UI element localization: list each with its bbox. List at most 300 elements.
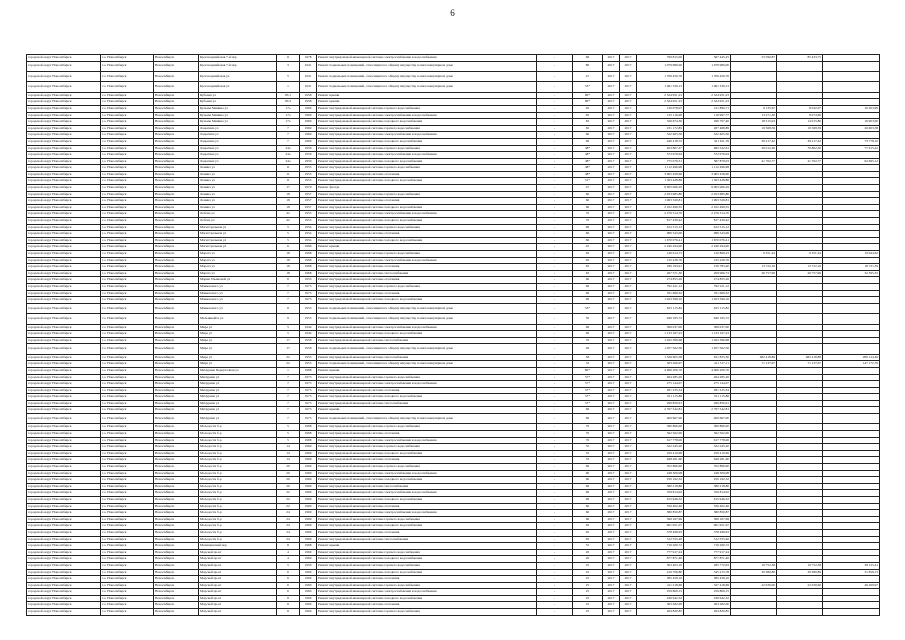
table-cell: Кузьмы Минина ул xyxy=(199,105,277,112)
table-cell xyxy=(777,277,823,284)
table-cell xyxy=(731,374,777,381)
table-cell: 1 363 428,86 xyxy=(637,178,684,185)
table-cell: 57* xyxy=(573,400,603,407)
table-cell: г.о. Новосибирск xyxy=(101,324,154,331)
table-cell: 2017 xyxy=(603,609,620,616)
table-cell xyxy=(823,589,880,596)
table-cell: Мира ул xyxy=(199,361,277,368)
table-cell: 42 xyxy=(277,218,300,225)
table-cell: 18 xyxy=(277,257,300,264)
table-row xyxy=(27,337,880,344)
table-cell: 9 351,24 xyxy=(731,251,777,258)
table-cell xyxy=(777,331,823,338)
table-cell: 1954 xyxy=(300,231,317,238)
table-cell: городской округ Новосибирск xyxy=(27,503,101,510)
table-cell: - xyxy=(537,198,573,205)
table-cell: 380 218,80 xyxy=(684,483,731,490)
table-cell: Морской пр-кт xyxy=(199,556,277,563)
table-cell: - xyxy=(537,218,573,225)
table-cell: Ленина ул xyxy=(199,191,277,198)
table-cell xyxy=(777,490,823,497)
table-cell: 20 xyxy=(277,477,300,484)
table-cell: городской округ Новосибирск xyxy=(27,138,101,145)
table-cell xyxy=(731,152,777,159)
table-cell xyxy=(777,609,823,616)
table-cell xyxy=(731,431,777,438)
table-cell xyxy=(777,483,823,490)
table-cell: 572 979,04 xyxy=(637,152,684,159)
table-cell xyxy=(823,424,880,431)
table-cell: 11 xyxy=(277,178,300,185)
table-cell xyxy=(777,92,823,99)
table-cell: городской округ Новосибирск xyxy=(27,367,101,374)
table-cell: 1 061 339,13 xyxy=(684,82,731,92)
table-cell: Магистральная ул xyxy=(199,231,277,238)
table-cell: Ремонт внутридомовой инженерной системы теплоснабжения xyxy=(317,400,537,407)
table-cell: 70 xyxy=(573,431,603,438)
table-cell: 1953 xyxy=(300,303,317,313)
table-cell: 1 112 496,98 xyxy=(684,165,731,172)
table-cell xyxy=(731,314,777,324)
table-cell: 1955 xyxy=(300,361,317,368)
table-cell: г.о. Новосибирск xyxy=(101,477,154,484)
table-cell: Новосибирск xyxy=(154,158,199,165)
table-cell: 256 410,96 xyxy=(637,450,684,457)
table-cell: г.о. Новосибирск xyxy=(101,244,154,251)
table-cell: - xyxy=(537,582,573,589)
table-cell: г.о. Новосибирск xyxy=(101,277,154,284)
table-cell: Морской пр-кт xyxy=(199,595,277,602)
table-cell: Новосибирск xyxy=(154,112,199,119)
table-cell: 482 418,89 xyxy=(777,354,823,361)
table-cell: 60 xyxy=(573,191,603,198)
table-cell: 1944 xyxy=(300,324,317,331)
table-cell: 4 966 206,76 xyxy=(684,367,731,374)
table-cell: Новосибирск xyxy=(154,251,199,258)
table-cell: 1969 xyxy=(300,444,317,451)
table-cell: 2017 xyxy=(603,257,620,264)
table-cell: 2017 xyxy=(603,549,620,556)
table-cell xyxy=(731,543,777,550)
table-cell xyxy=(823,595,880,602)
table-cell: Новосибирск xyxy=(154,437,199,444)
table-cell: Молодости б-р xyxy=(199,450,277,457)
table-cell: 18 731,39 xyxy=(823,264,880,271)
table-cell: Новосибирск xyxy=(154,549,199,556)
table-cell: 2017 xyxy=(620,277,637,284)
table-cell: 2017 xyxy=(603,464,620,471)
table-row xyxy=(27,602,880,609)
table-cell xyxy=(731,283,777,290)
table-cell: Ремонт внутридомовой инженерной системы горячего водоснабжения xyxy=(317,374,537,381)
table-cell xyxy=(777,543,823,550)
table-cell: г.о. Новосибирск xyxy=(101,344,154,354)
table-cell: 2017 xyxy=(603,424,620,431)
table-cell xyxy=(731,381,777,388)
table-cell: г.о. Новосибирск xyxy=(101,562,154,569)
table-cell: Ремонт внутридомовой инженерной системы холодного водоснабжения xyxy=(317,523,537,530)
table-cell xyxy=(823,303,880,313)
table-cell: 2017 xyxy=(620,549,637,556)
table-cell: Ремонт внутридомовой инженерной системы холодного водоснабжения xyxy=(317,204,537,211)
table-cell xyxy=(731,367,777,374)
table-cell xyxy=(777,61,823,71)
table-cell: 248 309,08 xyxy=(684,470,731,477)
table-cell: 7 xyxy=(277,283,300,290)
table-cell: Ремонт внутридомовой инженерной системы отопления xyxy=(317,431,537,438)
table-cell: Мичурина ул xyxy=(199,394,277,401)
table-cell: Мичурина Переулочная ул xyxy=(199,367,277,374)
table-cell: г.о. Новосибирск xyxy=(101,529,154,536)
table-cell xyxy=(777,503,823,510)
table-cell: Ладыгина ул xyxy=(199,158,277,165)
table-cell xyxy=(777,367,823,374)
table-cell: 2017 xyxy=(603,331,620,338)
table-row xyxy=(27,543,880,550)
table-cell: городской округ Новосибирск xyxy=(27,132,101,139)
table-cell: городской округ Новосибирск xyxy=(27,251,101,258)
table-cell: 274 855,26 xyxy=(637,277,684,284)
table-cell: 80* xyxy=(573,99,603,106)
table-cell: 274 855,26 xyxy=(684,277,731,284)
table-row xyxy=(27,55,880,62)
table-cell: 2017 xyxy=(620,354,637,361)
table-cell: Новосибирск xyxy=(154,609,199,616)
table-cell: 275 144,07 xyxy=(637,381,684,388)
table-cell: - xyxy=(537,464,573,471)
table-cell: 1969 xyxy=(300,483,317,490)
table-cell xyxy=(777,437,823,444)
table-cell: 14 xyxy=(277,457,300,464)
table-row xyxy=(27,165,880,172)
table-cell: 1960 xyxy=(300,138,317,145)
table-cell: 19 568,59 xyxy=(731,125,777,132)
table-cell: городской округ Новосибирск xyxy=(27,394,101,401)
table-cell: - xyxy=(537,152,573,159)
table-cell: 792 221,12 xyxy=(684,283,731,290)
table-row xyxy=(27,82,880,92)
table-cell: 60 xyxy=(573,138,603,145)
table-cell: Ремонт внутридомовой инженерной системы электроснабжения и водоснабжения xyxy=(317,132,537,139)
table-cell xyxy=(777,244,823,251)
table-row xyxy=(27,562,880,569)
table-cell: 60 xyxy=(573,510,603,517)
table-cell: 2 797 542,81 xyxy=(684,407,731,414)
table-cell: 2017 xyxy=(603,105,620,112)
table-cell: 2017 xyxy=(603,483,620,490)
table-cell: г.о. Новосибирск xyxy=(101,204,154,211)
table-cell: Новосибирск xyxy=(154,381,199,388)
table-cell: 11 xyxy=(277,171,300,178)
table-cell: Новосибирск xyxy=(154,464,199,471)
table-cell xyxy=(731,218,777,225)
table-cell xyxy=(777,414,823,424)
table-cell: - xyxy=(537,283,573,290)
table-row xyxy=(27,264,880,271)
table-cell: - xyxy=(537,387,573,394)
table-cell xyxy=(777,374,823,381)
table-cell: г.о. Новосибирск xyxy=(101,145,154,152)
table-cell: 9 005 066,29 xyxy=(637,185,684,192)
table-cell xyxy=(777,152,823,159)
table-cell: 817 439,42 xyxy=(637,218,684,225)
table-cell: городской округ Новосибирск xyxy=(27,582,101,589)
table-cell: г.о. Новосибирск xyxy=(101,257,154,264)
table-row xyxy=(27,231,880,238)
table-cell: городской округ Новосибирск xyxy=(27,407,101,414)
table-cell xyxy=(823,536,880,543)
table-cell: г.о. Новосибирск xyxy=(101,381,154,388)
table-cell: 1958 xyxy=(300,337,317,344)
table-cell: 1969 xyxy=(300,457,317,464)
table-cell: 39 217,42 xyxy=(777,138,823,145)
table-cell: 250 192,32 xyxy=(637,477,684,484)
table-cell: Ладыгина ул xyxy=(199,145,277,152)
table-cell: Ремонт внутридомовой инженерной системы отопления xyxy=(317,171,537,178)
table-cell: 5 xyxy=(277,562,300,569)
table-cell: - xyxy=(537,400,573,407)
table-cell xyxy=(777,303,823,313)
table-row xyxy=(27,536,880,543)
table-cell: Марата ул xyxy=(199,257,277,264)
table-cell: 2017 xyxy=(620,251,637,258)
table-cell xyxy=(731,82,777,92)
table-cell: 2017 xyxy=(620,283,637,290)
table-cell: городской округ Новосибирск xyxy=(27,496,101,503)
table-cell xyxy=(823,112,880,119)
table-cell: 26 012,26 xyxy=(731,145,777,152)
table-cell: 275 144,07 xyxy=(684,381,731,388)
table-cell: 70 xyxy=(573,218,603,225)
table-cell: городской округ Новосибирск xyxy=(27,158,101,165)
table-cell xyxy=(731,99,777,106)
table-cell: Лобова ул xyxy=(199,211,277,218)
table-cell: 1 061 339,13 xyxy=(637,82,684,92)
table-cell: г.о. Новосибирск xyxy=(101,218,154,225)
table-cell: 48* xyxy=(573,145,603,152)
table-cell xyxy=(777,178,823,185)
table-cell: 60 xyxy=(573,503,603,510)
table-cell: 1969 xyxy=(300,529,317,536)
table-cell: 359 814,02 xyxy=(637,490,684,497)
table-cell: 20 xyxy=(573,556,603,563)
table-cell xyxy=(823,367,880,374)
table-cell xyxy=(823,437,880,444)
table-cell: 145 226,76 xyxy=(684,257,731,264)
table-cell xyxy=(777,424,823,431)
table-cell xyxy=(823,331,880,338)
table-cell: Ремонт внутридомовой инженерной системы теплоснабжения xyxy=(317,337,537,344)
table-cell: Молодости б-р xyxy=(199,437,277,444)
table-cell: Морской пр-кт xyxy=(199,582,277,589)
table-cell: Новосибирск xyxy=(154,71,199,81)
table-cell: - xyxy=(537,490,573,497)
table-cell: Новосибирск xyxy=(154,536,199,543)
table-cell: Новосибирск xyxy=(154,510,199,517)
table-cell xyxy=(731,387,777,394)
table-cell: Ремонт внутридомовой инженерной системы горячего водоснабжения xyxy=(317,105,537,112)
table-cell: Молодости б-р xyxy=(199,510,277,517)
table-cell: г.о. Новосибирск xyxy=(101,82,154,92)
table-cell xyxy=(777,237,823,244)
table-cell: Ремонт внутридомовой инженерной системы отопления xyxy=(317,277,537,284)
table-cell: Ремонт внутридомовой инженерной системы отопления xyxy=(317,576,537,583)
table-cell: Ремонт подвальных помещений, относящихся к общему имуществу в многоквартирном доме xyxy=(317,303,537,313)
table-cell: - xyxy=(537,569,573,576)
table-cell: 60 xyxy=(573,331,603,338)
table-cell: 1954 xyxy=(300,237,317,244)
table-cell: 2017 xyxy=(603,589,620,596)
table-cell: 47 xyxy=(573,185,603,192)
table-cell: 25 xyxy=(573,569,603,576)
table-cell: Молодости б-р xyxy=(199,470,277,477)
table-cell: 2017 xyxy=(620,490,637,497)
table-cell: 60 xyxy=(573,55,603,62)
table-cell: 1955 xyxy=(300,178,317,185)
table-cell: городской округ Новосибирск xyxy=(27,516,101,523)
table-cell: 1969 xyxy=(300,464,317,471)
table-cell: 2017 xyxy=(620,165,637,172)
table-cell: 2 524 951,23 xyxy=(637,92,684,99)
table-cell: городской округ Новосибирск xyxy=(27,450,101,457)
table-cell: Новосибирск xyxy=(154,374,199,381)
table-cell: - xyxy=(537,270,573,277)
table-cell: 264 285,26 xyxy=(637,374,684,381)
table-cell xyxy=(823,400,880,407)
table-cell: 70 xyxy=(573,437,603,444)
table-cell xyxy=(731,556,777,563)
table-cell: 2017 xyxy=(620,204,637,211)
table-cell: 2017 xyxy=(620,529,637,536)
table-cell: г.о. Новосибирск xyxy=(101,132,154,139)
table-cell: 209 966,73 xyxy=(684,270,731,277)
table-cell: 2017 xyxy=(603,270,620,277)
table-cell: 378 498,63 xyxy=(637,529,684,536)
table-cell: г.о. Новосибирск xyxy=(101,609,154,616)
table-cell: Ленина ул xyxy=(199,198,277,205)
table-cell: 2017 xyxy=(620,171,637,178)
table-cell: 961 951,07 xyxy=(637,523,684,530)
table-cell: г.о. Новосибирск xyxy=(101,589,154,596)
table-row xyxy=(27,283,880,290)
table-cell xyxy=(777,496,823,503)
table-cell: 702 866,90 xyxy=(684,464,731,471)
table-cell: г.о. Новосибирск xyxy=(101,224,154,231)
table-cell: - xyxy=(537,277,573,284)
table-row xyxy=(27,105,880,112)
table-cell: 2017 xyxy=(620,556,637,563)
table-cell: 551 115,86 xyxy=(637,394,684,401)
table-cell: 46 269,97 xyxy=(823,582,880,589)
table-row xyxy=(27,496,880,503)
table-cell: 312 555,46 xyxy=(637,536,684,543)
table-cell: 1960 xyxy=(300,556,317,563)
table-cell: 2017 xyxy=(603,354,620,361)
table-cell: городской округ Новосибирск xyxy=(27,536,101,543)
table-cell: г.о. Новосибирск xyxy=(101,569,154,576)
table-cell: 1968 xyxy=(300,257,317,264)
table-cell: Кубовая ул xyxy=(199,99,277,106)
table-cell: 1944 xyxy=(300,331,317,338)
table-cell: 345 215,78 xyxy=(684,569,731,576)
table-cell: городской округ Новосибирск xyxy=(27,354,101,361)
table-cell: 71 137,07 xyxy=(731,361,777,368)
table-cell: - xyxy=(537,523,573,530)
table-cell xyxy=(731,523,777,530)
table-cell: 71 137,07 xyxy=(777,361,823,368)
table-cell xyxy=(731,303,777,313)
table-row xyxy=(27,132,880,139)
table-cell: 1 706 456,76 xyxy=(637,71,684,81)
table-cell: 2017 xyxy=(620,152,637,159)
table-cell xyxy=(777,529,823,536)
table-cell: 2017 xyxy=(603,543,620,550)
table-cell: Молодости б-р xyxy=(199,464,277,471)
table-cell: 2017 xyxy=(620,119,637,126)
table-cell xyxy=(823,198,880,205)
table-cell xyxy=(823,218,880,225)
table-cell: Ремонт внутридомовой инженерной системы теплоснабжения xyxy=(317,354,537,361)
table-cell: Новосибирск xyxy=(154,543,199,550)
table-cell: г.о. Новосибирск xyxy=(101,516,154,523)
table-cell xyxy=(777,71,823,81)
table-cell: 8 xyxy=(277,543,300,550)
table-cell: г.о. Новосибирск xyxy=(101,595,154,602)
table-cell: 877 871,46 xyxy=(684,556,731,563)
table-cell xyxy=(777,470,823,477)
table-cell: 65 xyxy=(573,536,603,543)
table-cell: Новосибирск xyxy=(154,125,199,132)
table-cell: - xyxy=(537,297,573,304)
table-cell: 1 133 167,23 xyxy=(684,331,731,338)
table-cell: - xyxy=(537,112,573,119)
table-cell: городской округ Новосибирск xyxy=(27,257,101,264)
table-cell: 17 xyxy=(277,337,300,344)
table-cell: 7 xyxy=(277,394,300,401)
table-cell: 2017 xyxy=(620,595,637,602)
table-cell: 592 562,00 xyxy=(684,431,731,438)
table-cell: 5 xyxy=(277,324,300,331)
table-cell: г.о. Новосибирск xyxy=(101,71,154,81)
table-cell: 147 172,79 xyxy=(823,361,880,368)
table-cell: Ремонт внутридомовой инженерной системы электроснабжения и водоснабжения xyxy=(317,381,537,388)
table-cell: 2017 xyxy=(620,191,637,198)
table-cell: 65 xyxy=(573,119,603,126)
table-cell: - xyxy=(537,549,573,556)
table-row xyxy=(27,437,880,444)
table-cell: 2017 xyxy=(620,105,637,112)
table-cell: - xyxy=(537,92,573,99)
table-cell: городской округ Новосибирск xyxy=(27,185,101,192)
table-cell: 2017 xyxy=(620,112,637,119)
table-cell xyxy=(823,374,880,381)
table-row xyxy=(27,374,880,381)
table-cell: Ремонт внутридомовой инженерной системы горячего водоснабжения xyxy=(317,251,537,258)
table-cell: Новосибирск xyxy=(154,562,199,569)
table-cell: - xyxy=(537,457,573,464)
table-row xyxy=(27,523,880,530)
table-cell: городской округ Новосибирск xyxy=(27,224,101,231)
table-cell: 2017 xyxy=(603,595,620,602)
table-cell: 65 xyxy=(573,529,603,536)
table-row xyxy=(27,204,880,211)
table-cell: 60 xyxy=(573,132,603,139)
table-cell: городской округ Новосибирск xyxy=(27,99,101,106)
table-cell xyxy=(823,99,880,106)
table-cell: 2017 xyxy=(620,387,637,394)
table-cell xyxy=(823,477,880,484)
table-cell: 380 218,80 xyxy=(637,483,684,490)
